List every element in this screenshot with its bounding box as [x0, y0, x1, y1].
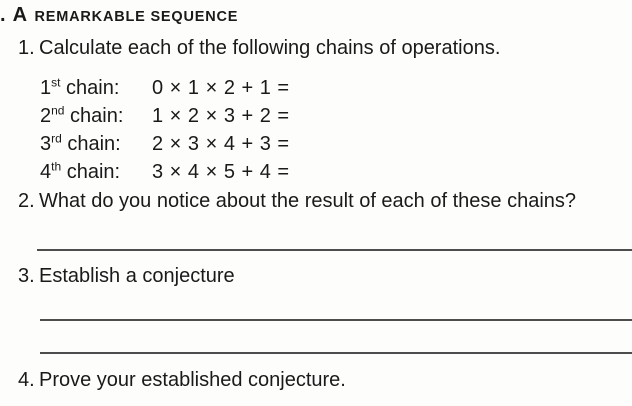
chain-3-label — [40, 130, 152, 158]
chain-row-3 — [40, 130, 290, 158]
chain-1-ordinal-suffix: st — [51, 75, 61, 90]
question-2-number: 2. — [18, 190, 35, 212]
title-text: REMARKABLE SEQUENCE — [34, 9, 239, 25]
question-4-text: Prove your established conjecture. — [39, 369, 346, 391]
question-3 — [18, 264, 235, 288]
chain-1-label — [40, 74, 152, 102]
question-1-text: Calculate each of the following chains of operations. — [39, 37, 501, 59]
chain-1-ordinal: 1 — [40, 77, 52, 99]
question-4-number: 4. — [18, 369, 35, 391]
chain-3-ordinal-suffix: rd — [51, 131, 62, 146]
chain-row-2 — [40, 102, 290, 130]
chain-4-label — [40, 158, 152, 186]
chain-4-ordinal-suffix: th — [51, 159, 62, 174]
question-4 — [18, 368, 346, 392]
answer-line-1 — [37, 249, 632, 251]
chain-row-1 — [40, 74, 290, 102]
chain-2-word: chain: — [64, 105, 124, 127]
answer-line-2 — [40, 319, 632, 321]
question-1-number: 1. — [18, 37, 35, 59]
section-number-partial: . — [0, 4, 6, 26]
chain-3-word: chain: — [61, 133, 121, 155]
chain-2-ordinal-suffix: nd — [51, 103, 65, 118]
chain-4-word: chain: — [61, 161, 121, 183]
chain-4-ordinal: 4 — [40, 161, 52, 183]
question-2 — [18, 189, 576, 213]
question-3-number: 3. — [18, 265, 35, 287]
chain-1-expression: 0 × 1 × 2 + 1 = — [152, 77, 290, 99]
question-2-text: What do you notice about the result of each of these chains? — [39, 190, 577, 212]
chain-row-4 — [40, 158, 290, 186]
chain-3-expression: 2 × 3 × 4 + 3 = — [152, 133, 290, 155]
chain-2-expression: 1 × 2 × 3 + 2 = — [152, 105, 290, 127]
chain-1-word: chain: — [60, 77, 120, 99]
chain-3-ordinal: 3 — [40, 133, 52, 155]
chains-list — [40, 74, 290, 186]
question-1 — [18, 36, 500, 60]
chain-4-expression: 3 × 4 × 5 + 4 = — [152, 161, 290, 183]
chain-2-label — [40, 102, 152, 130]
question-3-text: Establish a conjecture — [39, 265, 235, 287]
answer-line-3 — [40, 352, 632, 354]
title-initial: A — [12, 4, 28, 26]
section-title — [0, 4, 238, 27]
chain-2-ordinal: 2 — [40, 105, 52, 127]
